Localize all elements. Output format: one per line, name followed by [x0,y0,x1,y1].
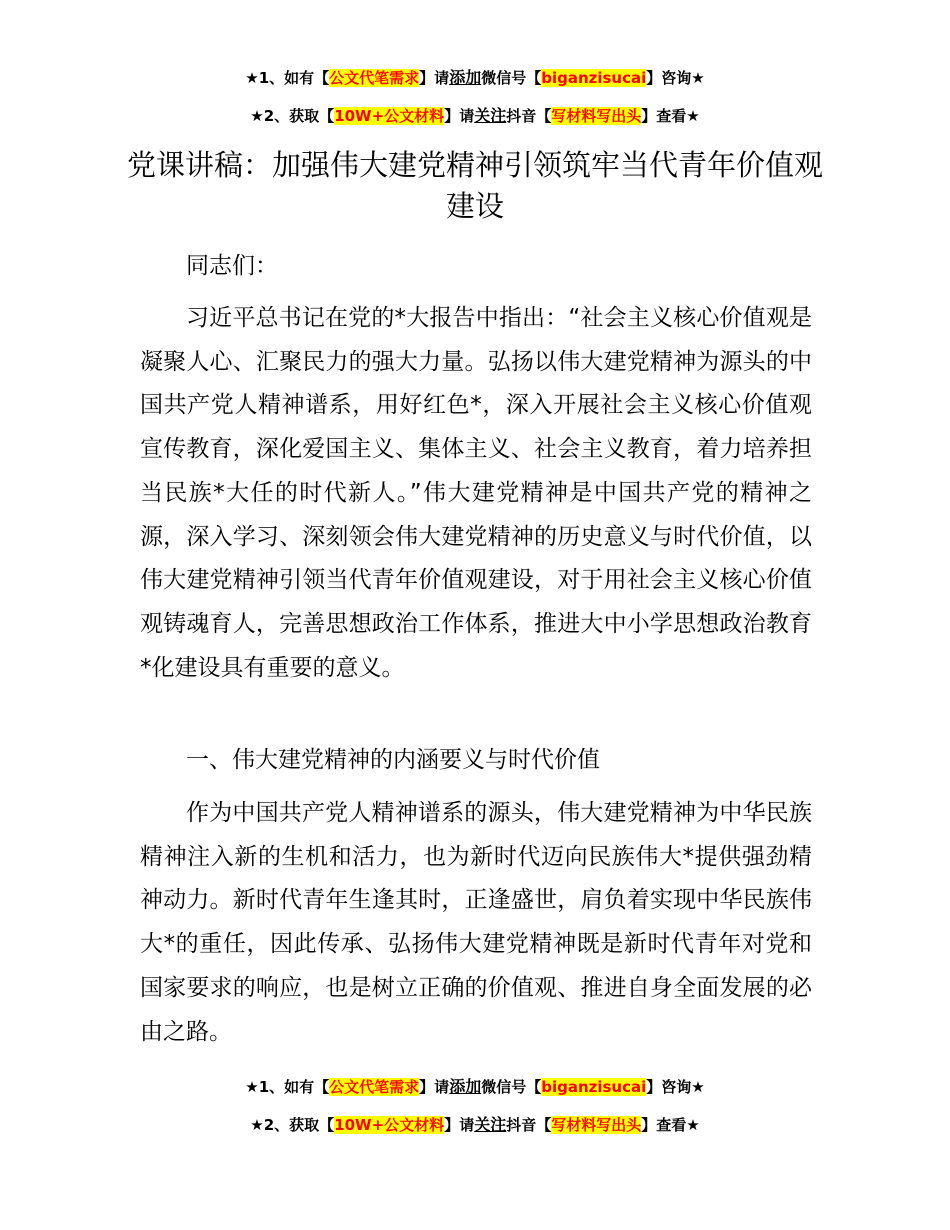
promo-prefix: ★2、获取【 [250,107,335,125]
promo-text: 】请 [444,107,475,125]
promo-text: 抖音【 [506,107,552,125]
paragraph-section-one: 作为中国共产党人精神谱系的源头，伟大建党精神为中华民族精神注入新的生机和活力，也为新时代迈向民族伟大*提供强劲精神动力。新时代青年生逢其时，正逢盛世，肩负着实现中华民族伟大*的重任，因此传承、弘扬伟大建党精神既是新时代青年对党和国家要求的响应，也是树立正确的价值观、推进自身全面发展的必由之路。 [140,800,812,1045]
paragraph-intro: 习近平总书记在党的*大报告中指出：“社会主义核心价值观是凝聚人心、汇聚民力的强大力量。弘扬以伟大建党精神为源头的中国共产党人精神谱系，用好红色*，深入开展社会主义核心价值观宣传教育，深化爱国主义、集体主义、社会主义教育，着力培养担当民族*大任的时代新人。”伟大建党精神是中国共产党的精神之源，深入学习、深刻领会伟大建党精神的历史意义与时代价值，以伟大建党精神引领当代青年价值观建设，对于用社会主义核心价值观铸魂育人，完善思想政治工作体系，推进大中小学思想政治教育*化建设具有重要的意义。 [140,305,812,681]
promo-text: 微信号【 [481,1078,542,1096]
promo-prefix: ★2、获取【 [250,1116,335,1134]
promo-text: 】请 [419,1078,450,1096]
promo-line-douyin-bottom [0,1114,950,1136]
promo-line-wechat-bottom [0,1076,950,1098]
promo-suffix: 】查看★ [641,107,700,125]
promo-suffix: 】咨询★ [646,1078,705,1096]
promo-text: 微信号【 [481,69,542,87]
promo-text: 抖音【 [506,1116,552,1134]
promo-highlight-materials: 10W+公文材料 [334,107,445,125]
promo-line-douyin-top [0,105,950,127]
promo-text: 】请 [444,1116,475,1134]
promo-highlight-douyin-id: 写材料写出头 [551,1116,642,1134]
promo-underline-follow: 关注 [474,1115,507,1134]
promo-prefix: ★1、如有【 [245,1078,330,1096]
promo-highlight-service: 公文代笔需求 [329,69,420,87]
greeting: 同志们： [186,253,278,279]
promo-text: 】请 [419,69,450,87]
promo-highlight-wechat-id: biganzisucai [541,69,647,87]
promo-underline-follow: 关注 [474,106,507,125]
promo-underline-add: 添加 [449,68,482,87]
promo-highlight-douyin-id: 写材料写出头 [551,107,642,125]
promo-highlight-wechat-id: biganzisucai [541,1078,647,1096]
promo-highlight-materials: 10W+公文材料 [334,1116,445,1134]
promo-suffix: 】查看★ [641,1116,700,1134]
promo-line-wechat-top [0,67,950,89]
promo-suffix: 】咨询★ [646,69,705,87]
section-heading: 一、伟大建党精神的内涵要义与时代价值 [186,747,600,773]
document-title: 党课讲稿：加强伟大建党精神引领筑牢当代青年价值观建设 [126,148,823,223]
promo-prefix: ★1、如有【 [245,69,330,87]
promo-underline-add: 添加 [449,1077,482,1096]
promo-highlight-service: 公文代笔需求 [329,1078,420,1096]
